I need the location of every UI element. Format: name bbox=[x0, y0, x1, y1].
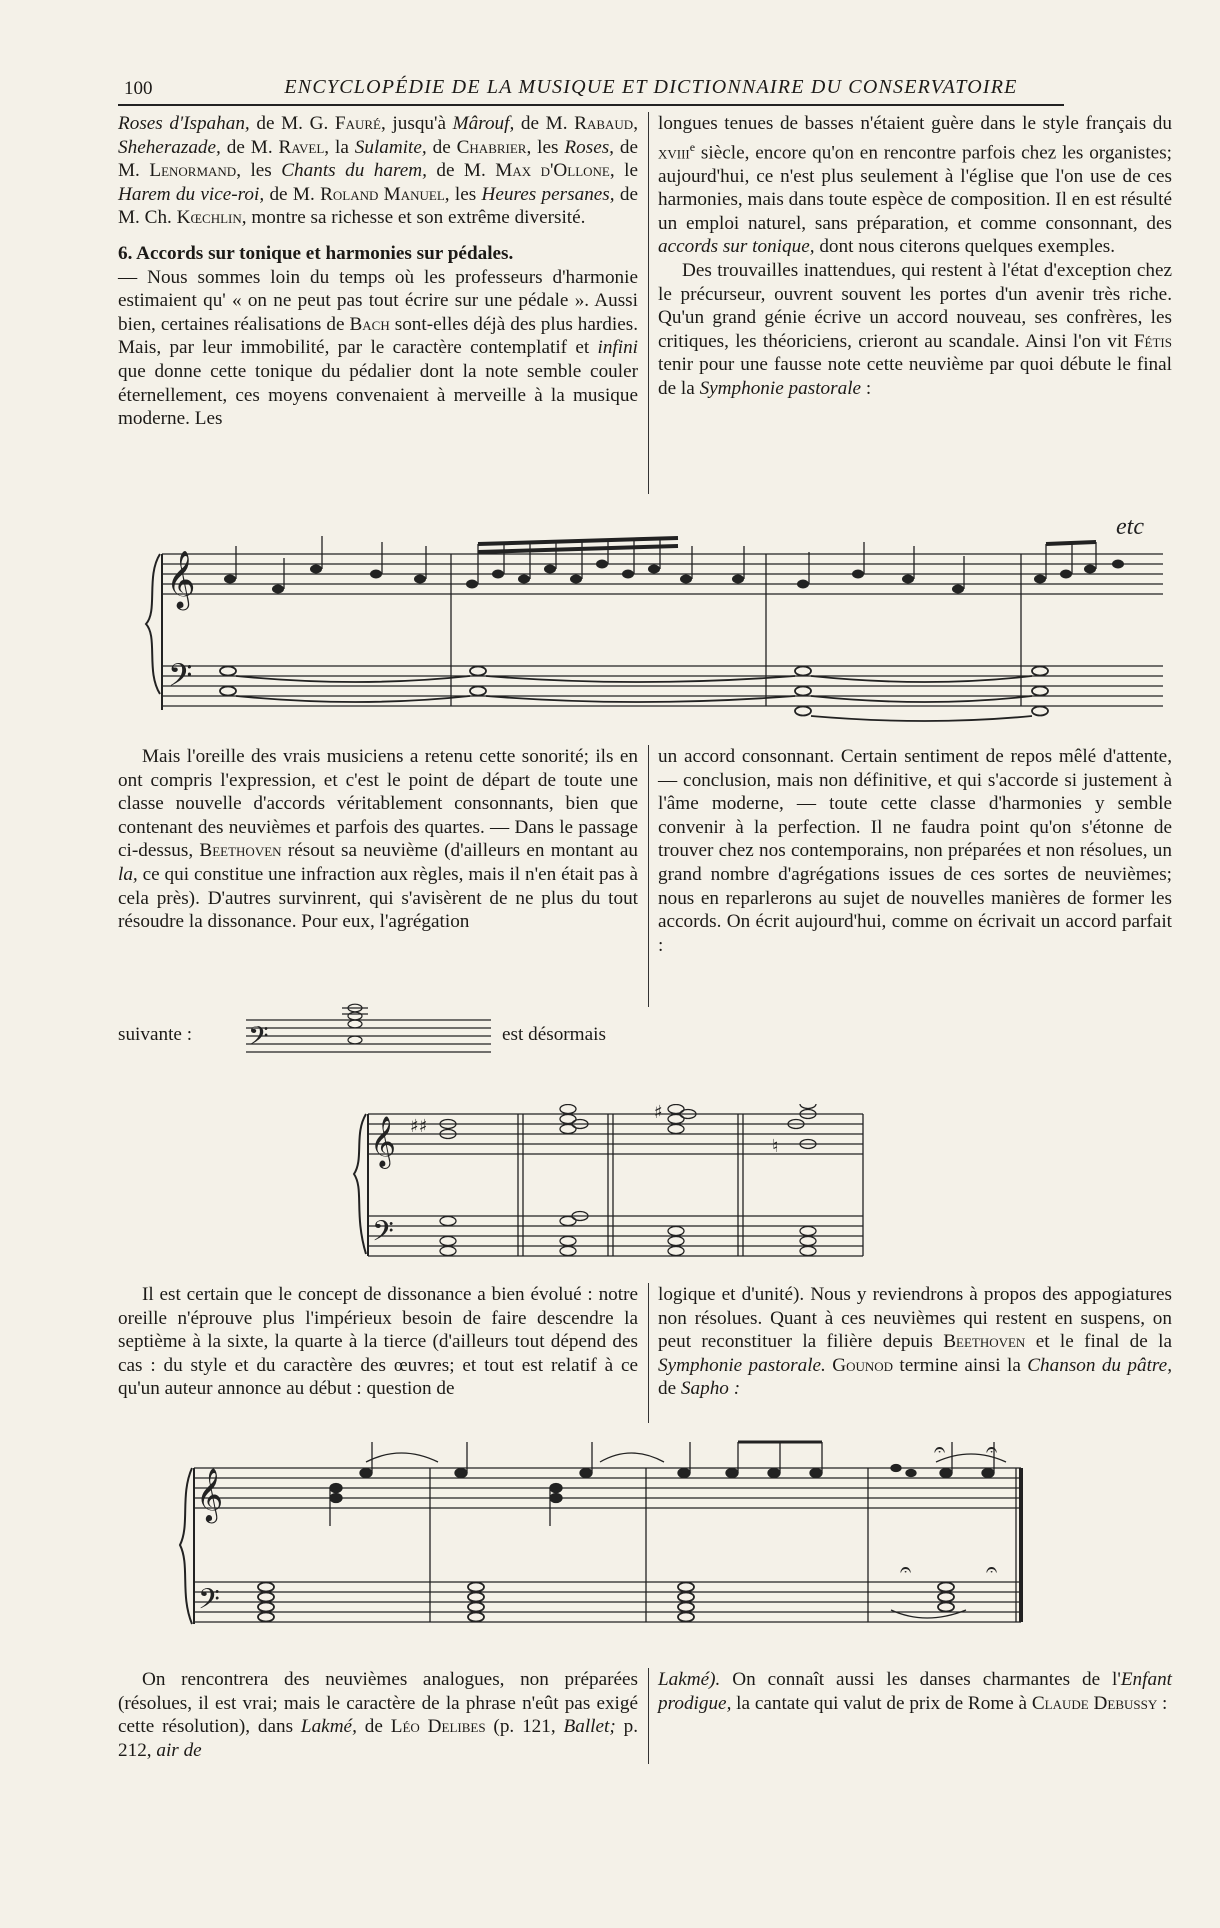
text-run: Mais l'oreille des vrais musiciens a retenu cette sonorité; ils en ont compris l'expression, et c'est le point de départ de toute une classe nouvelle d'accords véritablement consonnants, bien que contenant des neuvièmes et parfois des quartes. — Dans le passage ci-dessus, bbox=[118, 746, 638, 862]
text-run: : bbox=[861, 377, 872, 399]
text-run: , montre sa richesse et son extrême diversité. bbox=[241, 207, 586, 229]
text-run: résout sa neuvième (d'ailleurs en montant au bbox=[281, 840, 638, 862]
text-run: , bbox=[633, 113, 638, 134]
text-run: , les bbox=[236, 160, 282, 182]
proper-name: Léo Delibes bbox=[390, 1716, 486, 1738]
block4-right-column bbox=[658, 1668, 1172, 1715]
italic-title: Sheherazade, bbox=[118, 136, 221, 158]
svg-text:𝄢: 𝄢 bbox=[372, 1215, 394, 1255]
italic-title: Lakmé, bbox=[300, 1716, 357, 1738]
italic-title: Harem du vice-roi, bbox=[118, 183, 265, 205]
svg-text:𝄞: 𝄞 bbox=[370, 1116, 397, 1167]
svg-text:𝄢: 𝄢 bbox=[248, 1020, 269, 1058]
inline-label-before: suivante : bbox=[118, 1024, 193, 1045]
italic-title: Chants du harem, bbox=[281, 160, 427, 182]
text-run: , le bbox=[609, 160, 639, 182]
block3-right-column bbox=[658, 1283, 1172, 1401]
section-heading: 6. Accords sur tonique et harmonies sur pédales. bbox=[118, 242, 514, 264]
music-example-3 bbox=[176, 1440, 1156, 1650]
block2-right-column bbox=[658, 745, 1172, 957]
proper-name: Rabaud bbox=[574, 113, 634, 134]
text-run: la cantate qui valut de prix de Rome à bbox=[731, 1692, 1032, 1714]
column-rule bbox=[648, 745, 649, 1007]
svg-text:♯: ♯ bbox=[654, 1104, 663, 1123]
text-run: Il est certain que le concept de dissonance a bien évolué : notre oreille n'éprouve plus l'impérieux besoin de faire descendre la septième à la sixte, la quarte à la tierce (d'ailleurs tout dépend des cas : du style et du caractère des œuvres; et tout est relatif à ce qu'un auteur annonce au début : question de bbox=[118, 1284, 638, 1400]
svg-text:♮: ♮ bbox=[772, 1136, 779, 1157]
etc-annotation: etc bbox=[1116, 516, 1144, 540]
proper-name: Bach bbox=[349, 313, 390, 335]
italic-title: Lakmé). bbox=[658, 1669, 721, 1690]
block4-left-paragraph-1 bbox=[118, 1668, 638, 1762]
proper-name: Max d'Ollone bbox=[495, 160, 610, 182]
proper-name: Beethoven bbox=[943, 1331, 1026, 1353]
text-run: de M. bbox=[426, 160, 496, 182]
svg-text:𝄞: 𝄞 bbox=[166, 550, 196, 608]
proper-name: Fauré bbox=[334, 113, 381, 134]
text-run: de M. bbox=[264, 183, 321, 205]
page-number: 100 bbox=[124, 78, 153, 99]
text-run: longues tenues de basses n'étaient guère dans le style français du bbox=[658, 113, 1172, 134]
text-run: et le final de la bbox=[1025, 1331, 1172, 1353]
italic-title: Symphonie pastorale. bbox=[658, 1354, 826, 1376]
text-run: de M. G. bbox=[249, 113, 335, 134]
block1-left-paragraph-1 bbox=[118, 112, 638, 230]
text-run: (p. 121, bbox=[485, 1716, 564, 1738]
text-run: de M. Ch. bbox=[118, 183, 638, 229]
italic-title: Sapho : bbox=[680, 1378, 741, 1400]
page-header bbox=[118, 76, 1064, 106]
block3-right-paragraph-1 bbox=[658, 1283, 1172, 1401]
text-run: tenir pour une fausse note cette neuvième par quoi débute le final de la bbox=[658, 354, 1172, 399]
proper-name: Fétis bbox=[1133, 330, 1172, 352]
block1-left-column bbox=[118, 112, 638, 431]
italic-title: Symphonie pastorale bbox=[699, 377, 862, 399]
text-run: termine ainsi la bbox=[893, 1354, 1028, 1376]
inline-chord-example bbox=[246, 1000, 496, 1060]
italic-title: Chanson du pâtre, bbox=[1027, 1354, 1172, 1376]
text-run: , les bbox=[444, 183, 482, 205]
svg-text:𝄢: 𝄢 bbox=[168, 657, 193, 701]
text-run: sont-elles déjà des plus hardies. Mais, par leur immobilité, par le caractère contemplatif et bbox=[118, 313, 638, 359]
text-run: de bbox=[356, 1716, 391, 1738]
text-run: de M. bbox=[118, 136, 638, 182]
text-run: ce qui constitue une infraction aux règles, mais il n'en était pas à cela près). D'autres survinrent, qui s'avisèrent de ne plus du tout résoudre la dissonance. Pour eux, l'agrégation bbox=[118, 863, 638, 933]
italic-title: Enfant prodigue, bbox=[658, 1669, 1172, 1714]
column-rule bbox=[648, 1283, 649, 1423]
svg-text:𝄢: 𝄢 bbox=[198, 1583, 220, 1623]
proper-name: Lenormand bbox=[149, 160, 237, 182]
music-example-2 bbox=[348, 1104, 878, 1264]
proper-name: Chabrier bbox=[456, 136, 527, 158]
italic-title: infini bbox=[597, 337, 638, 359]
text-run: dont nous citerons quelques exemples. bbox=[814, 236, 1116, 258]
proper-name: Roland Manuel bbox=[320, 183, 445, 205]
column-rule bbox=[648, 1668, 649, 1764]
text-run: que donne cette tonique du pédalier dont la note semble couler éternellement, ces moyens convenaient à merveille à la musique moderne. Les bbox=[118, 360, 638, 430]
running-title: ENCYCLOPÉDIE DE LA MUSIQUE ET DICTIONNAIRE DU CONSERVATOIRE bbox=[284, 76, 1018, 98]
block1-right-column bbox=[658, 112, 1172, 401]
italic-title: la, bbox=[118, 863, 138, 885]
text-run: p. 212, bbox=[118, 1716, 639, 1761]
italic-title: Ballet; bbox=[563, 1716, 616, 1738]
superscript: e bbox=[689, 139, 696, 154]
italic-title: Sulamite, bbox=[354, 136, 427, 158]
block1-right-paragraph-1 bbox=[658, 112, 1172, 259]
block1-right-paragraph-2 bbox=[658, 259, 1172, 401]
text-run: On rencontrera des neuvièmes analogues, non préparées (résolues, il est vrai; mais le caractère de la phrase n'eût pas exigé cette résolution), dans bbox=[118, 1669, 638, 1738]
proper-name: Kœchlin bbox=[176, 207, 242, 229]
italic-title: Roses, bbox=[564, 136, 614, 158]
text-run: un accord consonnant. Certain sentiment de repos mêlé d'attente, — conclusion, mais non définitive, et qui s'accorde si justement à l'âme moderne, — toute cette classe d'harmonies y semble convenir à la perfection. Il ne faudra point qu'on s'étonne de trouver chez nos contemporains, non préparées et non résolues, un grand nombre d'agrégations issues de ces sortes de neuvièmes; nous en reparlerons au sujet de nouvelles manières de former les accords. On écrit aujourd'hui, comme on écrivait un accord parfait : bbox=[658, 746, 1172, 956]
italic-title: accords sur tonique, bbox=[658, 236, 815, 258]
svg-text:♯♯: ♯♯ bbox=[410, 1116, 428, 1137]
music-example-1 bbox=[138, 516, 1178, 726]
proper-name: Beethoven bbox=[199, 840, 282, 862]
block3-left-column bbox=[118, 1283, 638, 1401]
proper-name: Gounod bbox=[832, 1354, 894, 1376]
svg-text:𝄞: 𝄞 bbox=[196, 1467, 224, 1521]
italic-title: Mârouf, bbox=[452, 113, 515, 134]
block4-right-paragraph-1 bbox=[658, 1668, 1172, 1715]
block3-left-paragraph-1 bbox=[118, 1283, 638, 1401]
svg-text:𝄐: 𝄐 bbox=[986, 1440, 998, 1461]
block2-right-paragraph-1 bbox=[658, 745, 1172, 957]
svg-text:𝄐: 𝄐 bbox=[900, 1557, 912, 1581]
text-run: — Nous sommes loin du temps où les professeurs d'harmonie estimaient qu' « on ne peut pas tout écrire sur une pédale ». Aussi bien, certaines réalisations de bbox=[118, 266, 638, 335]
block2-left-paragraph-1 bbox=[118, 745, 638, 934]
text-run: logique et d'unité). Nous y reviendrons à propos des appogiatures non résolues. Quant à ces neuvièmes qui restent en suspens, on peut reconstituer la filière depuis bbox=[658, 1284, 1172, 1353]
italic-title: air de bbox=[156, 1739, 202, 1761]
text-run: Des trouvailles inattendues, qui restent à l'état d'exception chez le précurseur, ouvrent souvent les portes d'un avenir très riche. Qu'un grand génie écrive un accord nouveau, ses confrères, les critiques, les théoriciens, crieront au scandale. Ainsi l'on vit bbox=[658, 259, 1172, 352]
text-run: , les bbox=[526, 136, 565, 158]
text-run: , jusqu'à bbox=[380, 113, 453, 134]
text-run: de bbox=[426, 136, 457, 158]
text-run: de bbox=[658, 1378, 681, 1400]
text-run: de M. bbox=[514, 113, 575, 134]
svg-text:𝄐: 𝄐 bbox=[934, 1440, 946, 1461]
inline-label-after: est désormais bbox=[502, 1024, 606, 1045]
proper-name: Ravel bbox=[278, 136, 325, 158]
block2-left-column bbox=[118, 745, 638, 934]
text-run: de M. bbox=[220, 136, 279, 158]
proper-name: Claude Debussy bbox=[1031, 1692, 1158, 1714]
italic-title: Roses d'Ispahan, bbox=[118, 113, 250, 134]
text-run: : bbox=[1157, 1692, 1168, 1714]
text-run: On connaît aussi les danses charmantes de l' bbox=[720, 1669, 1121, 1690]
proper-name: xviii bbox=[658, 141, 690, 163]
block4-left-column bbox=[118, 1668, 638, 1762]
block1-left-paragraph-2 bbox=[118, 266, 638, 431]
svg-text:𝄐: 𝄐 bbox=[986, 1557, 998, 1581]
column-rule bbox=[648, 112, 649, 494]
text-run: siècle, encore qu'on en rencontre parfois chez les organistes; aujourd'hui, ce n'est plus seulement à l'église que l'on use de ces harmonies, mais dans toute espèce de composition. Il en est résulté un emploi naturel, sans préparation, et comme consonnant, des bbox=[658, 141, 1172, 234]
italic-title: Heures persanes, bbox=[481, 183, 615, 205]
text-run: , la bbox=[324, 136, 355, 158]
